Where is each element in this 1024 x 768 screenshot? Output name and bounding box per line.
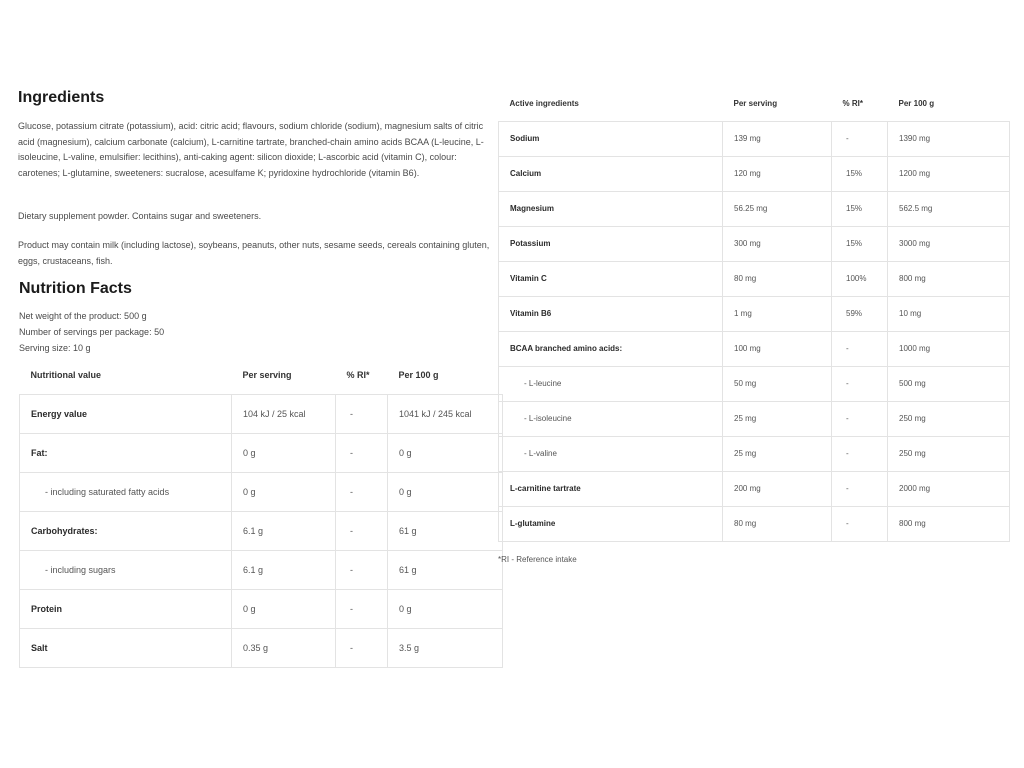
net-weight: Net weight of the product: 500 g [19, 311, 147, 321]
ri-cell: 100% [832, 261, 888, 296]
table-header-row [499, 86, 1010, 121]
table-row [20, 628, 503, 667]
table-row [499, 436, 1010, 471]
name-cell: - including saturated fatty acids [20, 472, 232, 511]
ri-cell: - [336, 433, 388, 472]
per-serving-cell: 6.1 g [232, 511, 336, 550]
ri-cell: - [832, 401, 888, 436]
per-serving-cell: 80 mg [723, 261, 832, 296]
ri-cell: - [832, 436, 888, 471]
per-serving-cell: 120 mg [723, 156, 832, 191]
table-row [20, 511, 503, 550]
per-serving-cell: 25 mg [723, 436, 832, 471]
name-cell: - L-valine [499, 436, 723, 471]
ingredients-composition: Glucose, potassium citrate (potassium), acid: citric acid; flavours, sodium chloride (sodium), magnesium salts of citric acid (magnesium), calcium carbonate (calcium), L-carnitine tartrate, branched-chain amino acids BCAA (L-leucine, L-isoleucine, L-valine, emulsifier: lecithins), anti-caking agent: silicon dioxide; L-ascorbic acid (vitamin C), colour: carotenes; L-glutamine, sweeteners: sucralose, acesulfame K; pyridoxine hydrochloride (vitamin B6). [18, 121, 484, 178]
per-100g-cell: 0 g [388, 472, 503, 511]
table-row [20, 394, 503, 433]
name-cell: Carbohydrates: [20, 511, 232, 550]
per-100g-cell: 250 mg [888, 436, 1010, 471]
per-100g-cell: 500 mg [888, 366, 1010, 401]
per-serving-cell: 0 g [232, 589, 336, 628]
per-100g-cell: 1200 mg [888, 156, 1010, 191]
per-100g-cell: 562.5 mg [888, 191, 1010, 226]
per-100g-cell: 3000 mg [888, 226, 1010, 261]
ri-cell: 15% [832, 191, 888, 226]
per-serving-cell: 80 mg [723, 506, 832, 541]
per-100g-cell: 61 g [388, 511, 503, 550]
table-row [499, 366, 1010, 401]
name-cell: L-carnitine tartrate [499, 471, 723, 506]
name-cell: L-glutamine [499, 506, 723, 541]
per-100g-cell: 0 g [388, 589, 503, 628]
nutrition-table [19, 356, 503, 668]
name-cell: Energy value [20, 394, 232, 433]
per-100g-cell: 800 mg [888, 506, 1010, 541]
name-cell: - L-isoleucine [499, 401, 723, 436]
name-cell: - including sugars [20, 550, 232, 589]
column-header: Per serving [242, 369, 292, 380]
per-serving-cell: 0 g [232, 433, 336, 472]
table-row [20, 589, 503, 628]
allergen-statement: Product may contain milk (including lactose), soybeans, peanuts, other nuts, sesame seeds, cereals containing gluten, eggs, crustaceans, fish. [18, 240, 490, 266]
ri-cell: - [336, 511, 388, 550]
column-header: Per serving [733, 98, 778, 108]
per-serving-cell: 139 mg [723, 121, 832, 156]
table-row [20, 433, 503, 472]
serving-size: Serving size: 10 g [19, 343, 91, 353]
ri-cell: - [336, 472, 388, 511]
name-cell: Salt [20, 628, 232, 667]
ri-cell: 15% [832, 156, 888, 191]
table-row [499, 261, 1010, 296]
per-100g-cell: 0 g [388, 433, 503, 472]
table-row [499, 191, 1010, 226]
per-100g-cell: 800 mg [888, 261, 1010, 296]
per-100g-cell: 250 mg [888, 401, 1010, 436]
name-cell: Calcium [499, 156, 723, 191]
ri-cell: - [336, 550, 388, 589]
name-cell: - L-leucine [499, 366, 723, 401]
per-serving-cell: 200 mg [723, 471, 832, 506]
table-row [499, 226, 1010, 261]
table-row [499, 296, 1010, 331]
nutrition-facts-title: Nutrition Facts [19, 280, 132, 297]
table-row [499, 331, 1010, 366]
per-100g-cell: 10 mg [888, 296, 1010, 331]
per-serving-cell: 50 mg [723, 366, 832, 401]
reference-intake-footnote: *RI - Reference intake [498, 555, 577, 564]
column-header: Per 100 g [398, 369, 439, 380]
per-serving-cell: 100 mg [723, 331, 832, 366]
ri-cell: - [832, 331, 888, 366]
per-serving-cell: 0.35 g [232, 628, 336, 667]
column-header: % RI* [346, 369, 370, 380]
ri-cell: - [832, 121, 888, 156]
product-description: Dietary supplement powder. Contains sugar and sweeteners. [18, 211, 262, 221]
ri-cell: 15% [832, 226, 888, 261]
ri-cell: - [336, 589, 388, 628]
per-100g-cell: 1041 kJ / 245 kcal [388, 394, 503, 433]
per-100g-cell: 61 g [388, 550, 503, 589]
table-row [499, 471, 1010, 506]
ri-cell: - [832, 506, 888, 541]
per-serving-cell: 25 mg [723, 401, 832, 436]
servings-per-package: Number of servings per package: 50 [19, 327, 165, 337]
ingredients-title: Ingredients [18, 89, 105, 106]
table-row [499, 506, 1010, 541]
column-header: % RI* [842, 98, 863, 108]
ri-cell: - [832, 366, 888, 401]
table-header-row [20, 356, 503, 394]
ri-cell: - [336, 628, 388, 667]
per-serving-cell: 1 mg [723, 296, 832, 331]
per-serving-cell: 104 kJ / 25 kcal [232, 394, 336, 433]
table-row [499, 401, 1010, 436]
active-ingredients-table [498, 86, 1010, 542]
ri-cell: 59% [832, 296, 888, 331]
per-100g-cell: 2000 mg [888, 471, 1010, 506]
column-header: Nutritional value [30, 369, 102, 380]
per-serving-cell: 6.1 g [232, 550, 336, 589]
name-cell: Magnesium [499, 191, 723, 226]
name-cell: Vitamin B6 [499, 296, 723, 331]
table-row [499, 156, 1010, 191]
per-serving-cell: 56.25 mg [723, 191, 832, 226]
per-serving-cell: 0 g [232, 472, 336, 511]
table-row [20, 472, 503, 511]
name-cell: Fat: [20, 433, 232, 472]
per-100g-cell: 1390 mg [888, 121, 1010, 156]
name-cell: Potassium [499, 226, 723, 261]
ri-cell: - [832, 471, 888, 506]
table-row [20, 550, 503, 589]
column-header: Active ingredients [509, 98, 579, 108]
per-serving-cell: 300 mg [723, 226, 832, 261]
table-row [499, 121, 1010, 156]
ri-cell: - [336, 394, 388, 433]
name-cell: Protein [20, 589, 232, 628]
per-100g-cell: 3.5 g [388, 628, 503, 667]
name-cell: BCAA branched amino acids: [499, 331, 723, 366]
column-header: Per 100 g [898, 98, 935, 108]
name-cell: Vitamin C [499, 261, 723, 296]
per-100g-cell: 1000 mg [888, 331, 1010, 366]
name-cell: Sodium [499, 121, 723, 156]
